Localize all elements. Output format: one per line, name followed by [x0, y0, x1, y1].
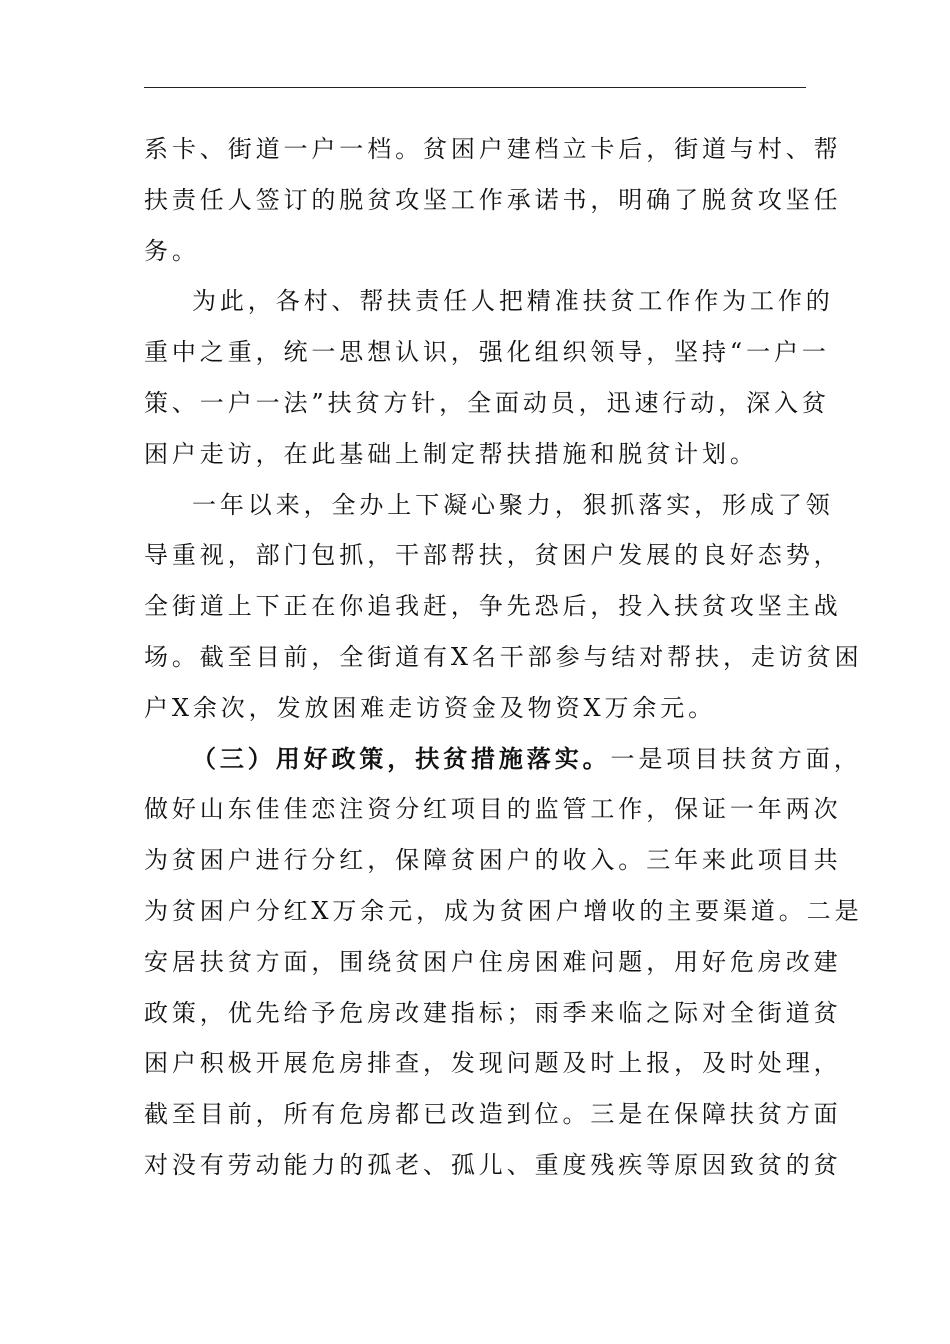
section-heading: （三）用好政策，扶贫措施落实。: [192, 743, 611, 773]
text-line: 导重视，部门包抓，干部帮扶，贫困户发展的良好态势，: [144, 541, 842, 570]
text-run: 一是项目扶贫方面，: [610, 744, 862, 773]
header-rule: [144, 87, 806, 88]
text-line: 策、一户一法”扶贫方针，全面动员，迅速行动，深入贫: [144, 388, 830, 417]
text-line: 对没有劳动能力的孤老、孤儿、重度残疾等原因致贫的贫: [144, 1150, 842, 1179]
text-line: 为贫困户分红X万余元，成为贫困户增收的主要渠道。二是: [144, 896, 863, 925]
text-line: 户X余次，发放困难走访资金及物资X万余元。: [144, 693, 717, 722]
text-line: 为此，各村、帮扶责任人把精准扶贫工作作为工作的: [192, 287, 834, 316]
text-line: 安居扶贫方面，围绕贫困户住房困难问题，用好危房改建: [144, 947, 842, 976]
paragraph: [144, 734, 863, 1191]
text-line: 系卡、街道一户一档。贫困户建档立卡后，街道与村、帮: [144, 135, 842, 163]
text-line: 做好山东佳佳恋注资分红项目的监管工作，保证一年两次: [144, 795, 842, 824]
text-line: 重中之重，统一思想认识，强化组织领导，坚持“一户一: [144, 338, 830, 367]
text-line: 场。截至目前，全街道有X名干部参与结对帮扶，走访贫困: [144, 642, 863, 671]
paragraph: [144, 276, 834, 479]
text-line: 务。: [144, 236, 200, 265]
paragraph: [144, 124, 842, 276]
text-line: 扶责任人签订的脱贫攻坚工作承诺书，明确了脱贫攻坚任: [144, 185, 842, 214]
text-line: 为贫困户进行分红，保障贫困户的收入。三年来此项目共: [144, 846, 842, 875]
text-line: 一年以来，全办上下凝心聚力，狠抓落实，形成了领: [192, 490, 834, 519]
body-text: [144, 124, 863, 1191]
paragraph: [144, 480, 863, 734]
text-line: 困户积极开展危房排查，发现问题及时上报，及时处理，: [144, 1049, 842, 1078]
text-line: 截至目前，所有危房都已改造到位。三是在保障扶贫方面: [144, 1100, 842, 1129]
text-line: 困户走访，在此基础上制定帮扶措施和脱贫计划。: [144, 439, 758, 468]
text-line: 政策，优先给予危房改建指标；雨季来临之际对全街道贫: [144, 998, 842, 1027]
text-line: 全街道上下正在你追我赶，争先恐后，投入扶贫攻坚主战: [144, 592, 842, 621]
text-line: [144, 734, 862, 785]
